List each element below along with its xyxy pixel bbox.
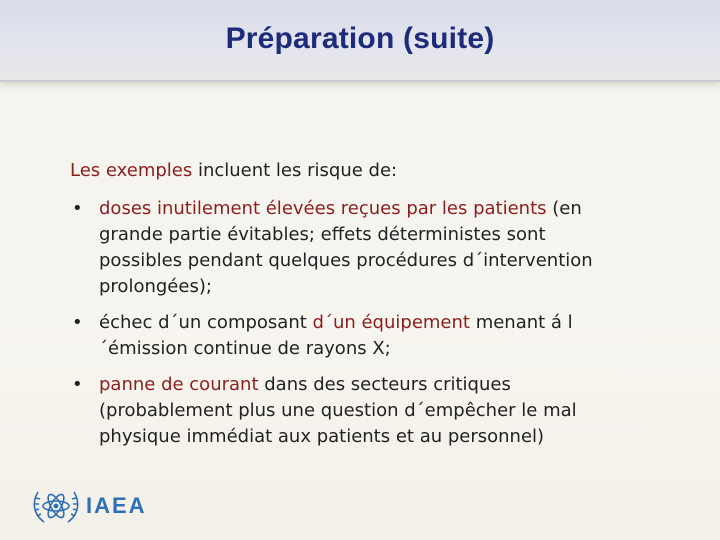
iaea-atom-emblem-icon bbox=[30, 484, 82, 528]
bullet-highlight: d´un équipement bbox=[312, 312, 470, 333]
bullet-marker: • bbox=[72, 374, 83, 395]
list-item bbox=[70, 196, 630, 300]
bullet-text: dans des secteurs critiques (probablement plus une question d´empêcher le mal physique immédiat aux patients et au personnel) bbox=[99, 374, 577, 447]
bullet-list bbox=[70, 196, 630, 450]
iaea-logo bbox=[30, 484, 147, 528]
bullet-text: échec d´un composant bbox=[99, 312, 313, 333]
slide-content bbox=[70, 158, 630, 460]
list-item bbox=[70, 372, 630, 450]
bullet-text: menant á l´émission continue de rayons X; bbox=[99, 312, 573, 359]
list-item bbox=[70, 310, 630, 362]
bullet-highlight: panne de courant bbox=[99, 374, 259, 395]
intro-rest: incluent les risque de: bbox=[192, 160, 398, 181]
intro-highlight: Les exemples bbox=[70, 160, 193, 181]
logo-text: IAEA bbox=[86, 493, 147, 518]
slide-title: Préparation (suite) bbox=[225, 22, 495, 55]
bullet-text: (en grande partie évitables; effets déterministes sont possibles pendant quelques procédures d´intervention prolongées); bbox=[99, 198, 593, 297]
bullet-highlight: doses inutilement élevées reçues par les patients bbox=[99, 198, 547, 219]
bullet-marker: • bbox=[72, 198, 83, 219]
intro-text bbox=[70, 158, 630, 184]
bullet-marker: • bbox=[72, 312, 83, 333]
